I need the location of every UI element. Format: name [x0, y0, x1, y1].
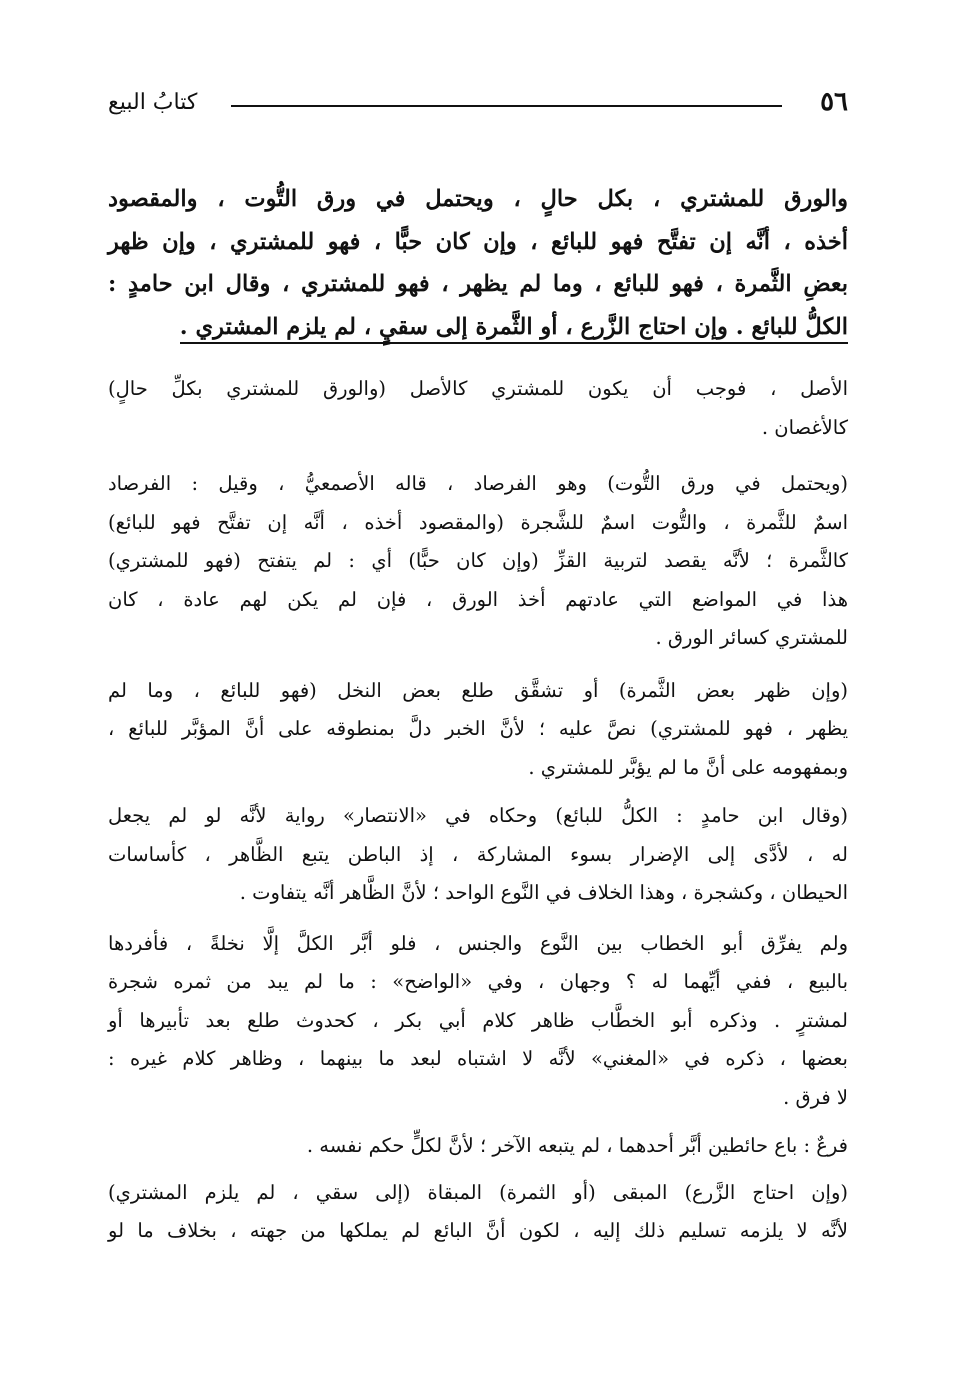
sharh-line: له ، لأدَّى إلى الإضرار بسوء المشاركة ، إذ الباطن يتبع الظَّاهر ، كأساسات — [108, 842, 848, 866]
page-number: ٥٦ — [820, 87, 848, 117]
sharh-line: لمشترٍ . وذكره أبو الخطَّاب ظاهر كلام أبي بكر ، كحدوث طلع بعد تأبيرها أو — [108, 1008, 848, 1032]
sharh-line: الحيطان ، وكشجرة ، وهذا الخلاف في النَّوع الواحد ؛ لأنَّ الظَّاهر أنَّه يتفاوت . — [239, 881, 848, 904]
sharh-line: الأصل ، فوجب أن يكون للمشتري كالأصل (والورق للمشتري بكلِّ حالٍ) — [108, 377, 848, 400]
sharh-paragraph — [108, 925, 848, 1118]
sharh-line: (وقال ابن حامدٍ : الكلُّ للبائع) وحكاه في «الانتصار» رواية لأنَّه لو لم يجعل — [108, 804, 848, 827]
page-header — [108, 82, 848, 122]
matn-line: بعضِ الثَّمرة ، فهو للبائع ، وما لم يظهر ، فهو للمشتري ، وقال ابن حامدٍ : — [108, 271, 848, 297]
sharh-paragraph — [108, 465, 848, 658]
sharh-line: فرعٌ : باع حائطين أبَّر أحدهما ، لم يتبعه الآخر ؛ لأنَّ لكلٍّ حكم نفسه . — [306, 1134, 848, 1157]
book-title: كتابُ البيع — [108, 89, 198, 115]
sharh-line: يظهر ، فهو للمشتري) نصَّ عليه ؛ لأنَّ الخبر دلَّ بمنطوقه على أنَّ المؤبَّر للبائع ، — [108, 717, 848, 740]
page-body — [108, 178, 848, 1251]
matn-line-underlined: الكلُّ للبائع . وإن احتاج الزَّرع ، أو الثَّمرة إلى سقيٍ ، لم يلزم المشتري . — [180, 314, 848, 344]
sharh-line: وبمفهومه على أنَّ ما لم يؤبَّر للمشتري . — [528, 755, 848, 779]
matn-line — [108, 306, 848, 349]
header-rule — [231, 105, 782, 107]
sharh-line: لا فرق . — [783, 1085, 848, 1109]
sharh-line: لأنَّه لا يلزمه تسليم ذلك إليه ، لكون أنَّ البائع لم يملكها من جهته ، بخلاف ما لو — [108, 1219, 848, 1242]
sharh-line: بعضها ، ذكره في «المغني» لأنَّه لا اشتباه لبعد ما بينهما ، وظاهر كلام غيره : — [108, 1047, 848, 1070]
sharh-paragraph — [108, 1127, 848, 1166]
sharh-line: (وإن ظهر بعض الثَّمرة) أو تشقَّق طلع بعض النخل (فهو للبائع ، وما لم — [108, 678, 848, 702]
sharh-line: (وإن احتاج الزَّرع) المبقى (أو الثمرة) المبقاة (إلى سقي ، لم يلزم المشتري) — [108, 1180, 848, 1204]
sharh-line: هذا في المواضع التي عادتهم أخذ الورق ، فإن لم يكن لهم عادة ، كان — [108, 587, 848, 611]
sharh-line: كالثَّمرة ؛ لأنَّه يقصد لتربية القزِّ (وإن كان حبًّا) أي : لم يتفتح (فهو للمشتري) — [108, 549, 848, 572]
sharh-line: للمشتري كسائر الورق . — [655, 626, 848, 649]
matn-text — [108, 178, 848, 348]
matn-line: أخذه ، أنَّه إن تفتَّح فهو للبائع ، وإن كان حبًّا ، فهو للمشتري ، وإن ظهر — [108, 228, 848, 255]
sharh-paragraph — [108, 672, 848, 788]
sharh-paragraph — [108, 797, 848, 913]
sharh-line: (ويحتمل في ورق التُّوت) وهو الفرصاد ، قاله الأصمعيُّ ، وقيل : الفرصاد — [108, 472, 848, 495]
sharh-paragraph — [108, 1174, 848, 1251]
sharh-line: بالبيع ، ففي أيِّهما له ؟ وجهان ، وفي «الواضح» : ما لم يبد من ثمره شجرة — [108, 970, 848, 993]
sharh-line: ولم يفرِّق أبو الخطاب بين النَّوع والجنس ، فلو أبَّر الكلَّ إلَّا نخلةً ، فأفردها — [108, 931, 848, 955]
sharh-paragraph — [108, 370, 848, 447]
sharh-line: كالأغصان . — [761, 415, 848, 439]
matn-line: والورق للمشتري ، بكل حالٍ ، ويحتمل في ورق التُّوت ، والمقصود — [108, 186, 848, 212]
sharh-line: اسمٌ للثَّمرة ، والتُّوت اسمٌ للشَّجرة (والمقصود أخذه ، أنَّه إن تفتَّح فهو للبائع) — [108, 510, 848, 534]
